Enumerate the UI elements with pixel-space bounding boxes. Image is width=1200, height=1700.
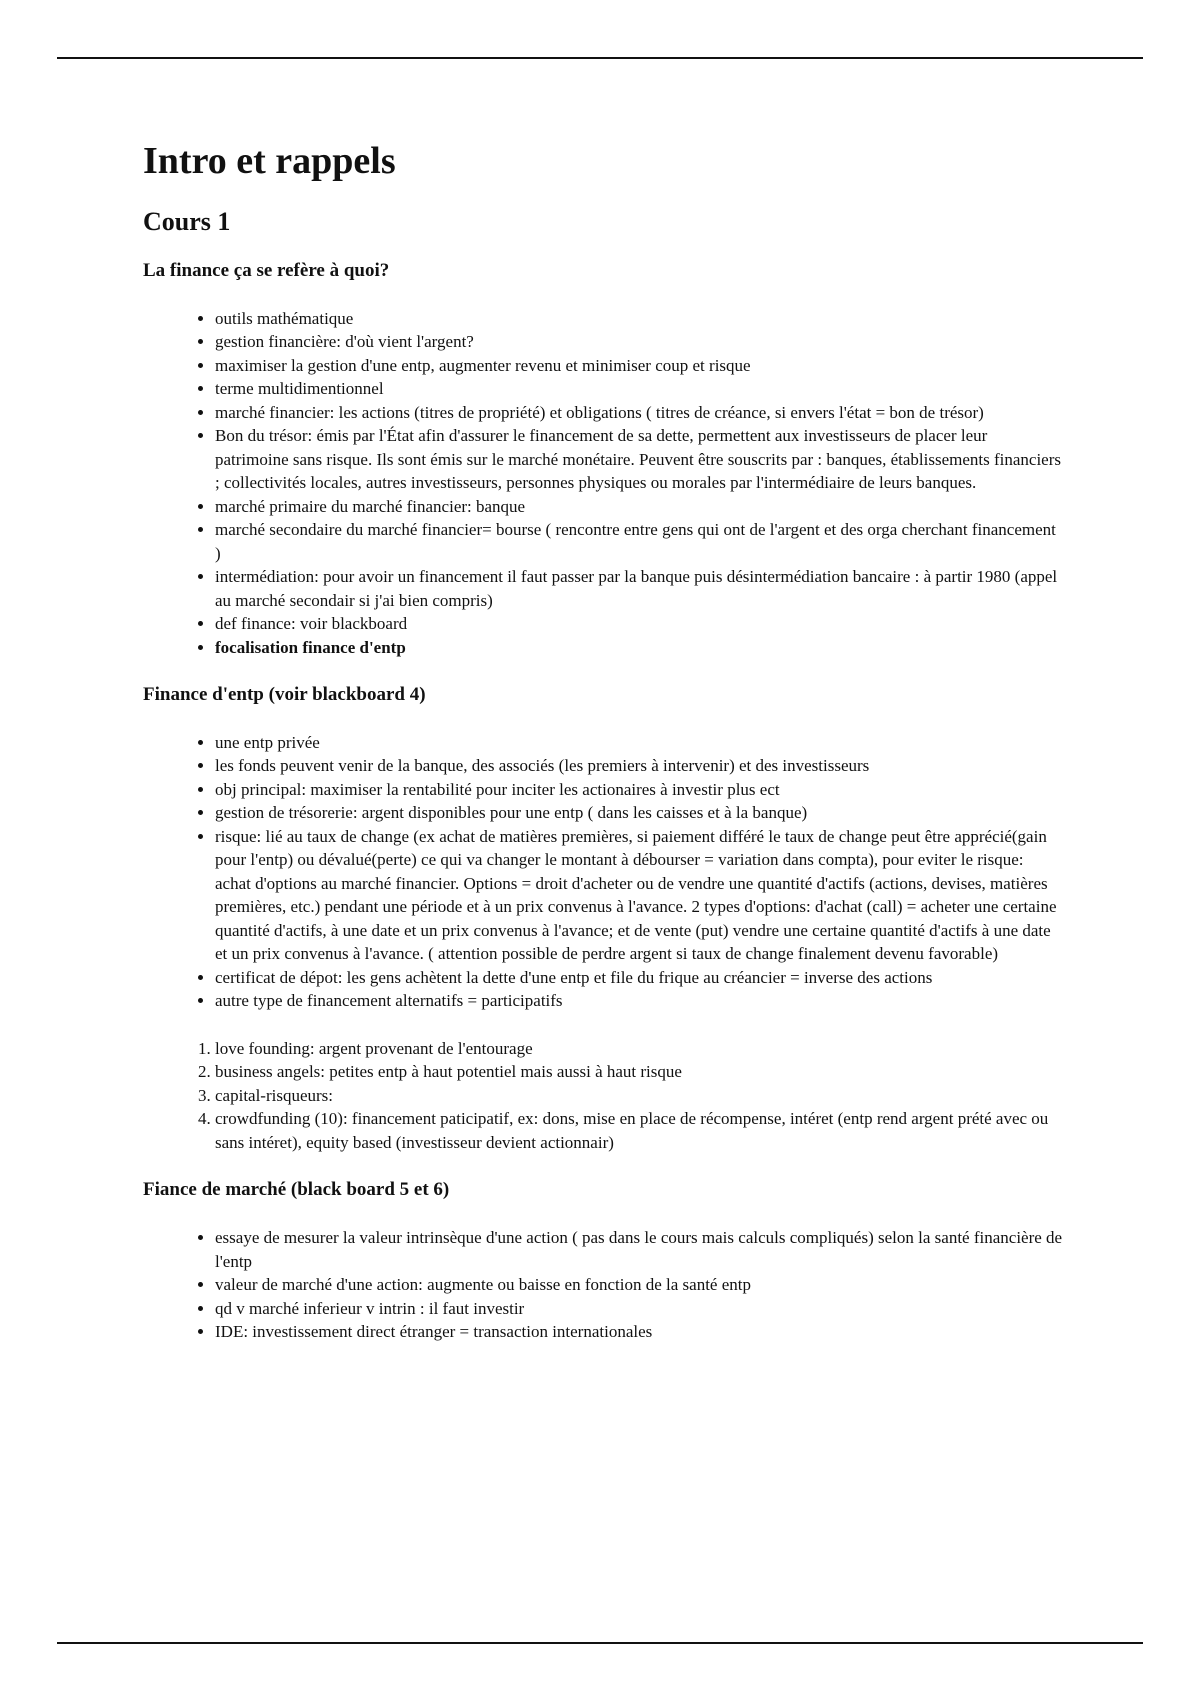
list-item: • IDE: investissement direct étranger = transaction internationales [215,1320,1063,1344]
section-heading-finance-entp: Finance d'entp (voir blackboard 4) [143,684,426,706]
list-item: • marché primaire du marché financier: banque [215,495,1063,519]
page-title: Intro et rappels [143,140,396,182]
finance-entp-bullet-list [143,731,1063,1013]
bottom-rule [57,1642,1143,1644]
list-item: • qd v marché inferieur v intrin : il faut investir [215,1297,1063,1321]
section-heading-finance-marche: Fiance de marché (black board 5 et 6) [143,1179,450,1201]
financing-types-numbered-list [143,1037,1063,1155]
list-item: • valeur de marché d'une action: augmente ou baisse en fonction de la santé entp [215,1273,1063,1297]
finance-marche-bullet-list [143,1226,1063,1344]
list-item: • gestion de trésorerie: argent disponibles pour une entp ( dans les caisses et à la banque) [215,801,1063,825]
numbered-item: 2. business angels: petites entp à haut potentiel mais aussi à haut risque [215,1060,1063,1084]
list-item: • les fonds peuvent venir de la banque, des associés (les premiers à intervenir) et des investisseurs [215,754,1063,778]
list-item-bold: • focalisation finance d'entp [215,636,1063,660]
document-body [143,140,1063,1368]
list-item: • autre type de financement alternatifs = participatifs [215,989,1063,1013]
list-item: • obj principal: maximiser la rentabilité pour inciter les actionaires à investir plus ect [215,778,1063,802]
top-rule [57,57,1143,59]
list-item: • marché secondaire du marché financier= bourse ( rencontre entre gens qui ont de l'argent et des orga cherchant financement ) [215,518,1063,565]
numbered-item: 3. capital-risqueurs: [215,1084,1063,1108]
list-item: • gestion financière: d'où vient l'argent? [215,330,1063,354]
section-heading-finance: La finance ça se refère à quoi? [143,259,390,281]
course-subtitle: Cours 1 [143,206,231,236]
list-item: • essaye de mesurer la valeur intrinsèque d'une action ( pas dans le cours mais calculs compliqués) selon la santé financière de l'entp [215,1226,1063,1273]
finance-bullet-list [143,307,1063,660]
list-item: • certificat de dépot: les gens achètent la dette d'une entp et file du frique au créancier = inverse des actions [215,966,1063,990]
numbered-item: 4. crowdfunding (10): financement paticipatif, ex: dons, mise en place de récompense, intéret (entp rend argent prété avec ou sans intéret), equity based (investisseur devient actionnair) [215,1107,1063,1154]
list-item: • risque: lié au taux de change (ex achat de matières premières, si paiement différé le taux de change peut être apprécié(gain pour l'entp) ou dévalué(perte) ce qui va changer le montant à débourser = variation dans compta), pour eviter le risque: achat d'options au marché financier. Options = droit d'acheter ou de vendre une quantité d'actifs (actions, devises, matières premières, etc.) pendant une période et à un prix convenus à l'avance. 2 types d'options: d'achat (call) = acheter une certaine quantité d'actifs, à une date et un prix convenus à l'avance; et de vente (put) vendre une certaine quantité d'actifs à une date et un prix convenus à l'avance. ( attention possible de perdre argent si taux de change finalement devenu favorable) [215,825,1063,966]
list-item: • maximiser la gestion d'une entp, augmenter revenu et minimiser coup et risque [215,354,1063,378]
list-item: • def finance: voir blackboard [215,612,1063,636]
list-item: • Bon du trésor: émis par l'État afin d'assurer le financement de sa dette, permettent aux investisseurs de placer leur patrimoine sans risque. Ils sont émis sur le marché monétaire. Peuvent être souscrits par : banques, établissements financiers ; collectivités locales, autres investisseurs, personnes physiques ou morales par l'intermédiaire de leurs banques. [215,424,1063,495]
list-item: • intermédiation: pour avoir un financement il faut passer par la banque puis désintermédiation bancaire : à partir 1980 (appel au marché secondair si j'ai bien compris) [215,565,1063,612]
list-item: • une entp privée [215,731,1063,755]
list-item: • terme multidimentionnel [215,377,1063,401]
numbered-item: 1. love founding: argent provenant de l'entourage [215,1037,1063,1061]
list-item: • marché financier: les actions (titres de propriété) et obligations ( titres de créance, si envers l'état = bon de trésor) [215,401,1063,425]
list-item: • outils mathématique [215,307,1063,331]
